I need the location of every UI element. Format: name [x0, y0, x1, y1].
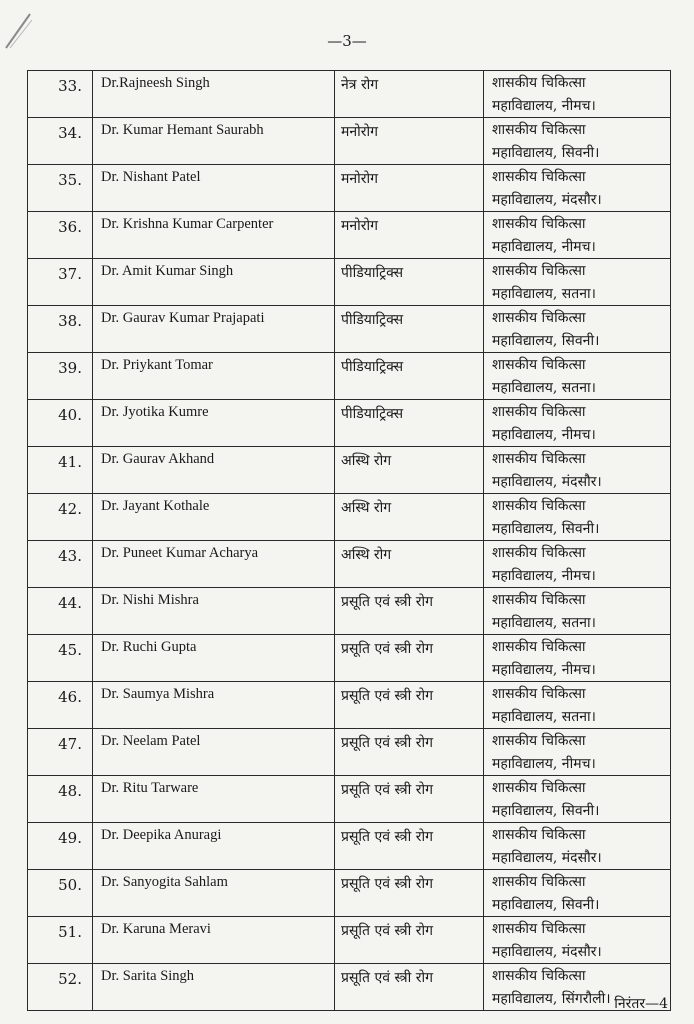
serial-number: 40.	[58, 406, 82, 424]
name-cell	[93, 259, 335, 306]
doctor-name: Dr. Nishi Mishra	[101, 592, 199, 608]
name-cell	[93, 776, 335, 823]
table-row	[28, 776, 671, 823]
institution-cell	[484, 212, 671, 259]
doctor-name: Dr. Ritu Tarware	[101, 780, 199, 796]
department-cell	[335, 212, 484, 259]
name-cell	[93, 306, 335, 353]
department: मनोरोग	[341, 171, 379, 187]
table-row	[28, 400, 671, 447]
serial-number-cell	[28, 635, 93, 682]
name-cell	[93, 165, 335, 212]
department: मनोरोग	[341, 218, 379, 234]
table-row	[28, 259, 671, 306]
serial-number-cell	[28, 541, 93, 588]
name-cell	[93, 353, 335, 400]
department: प्रसूति एवं स्त्री रोग	[341, 829, 433, 845]
serial-number-cell	[28, 729, 93, 776]
institution-line-2: महाविद्यालय, नीमच।	[492, 239, 596, 255]
table-row	[28, 870, 671, 917]
serial-number-cell	[28, 353, 93, 400]
serial-number: 49.	[58, 829, 82, 847]
serial-number: 35.	[58, 171, 82, 189]
doctor-name: Dr. Amit Kumar Singh	[101, 263, 234, 279]
institution-line-1: शासकीय चिकित्सा	[492, 780, 586, 796]
serial-number-cell	[28, 964, 93, 1011]
institution-line-1: शासकीय चिकित्सा	[492, 451, 586, 467]
table-row	[28, 729, 671, 776]
department-cell	[335, 165, 484, 212]
institution-cell	[484, 259, 671, 306]
serial-number: 43.	[58, 547, 82, 565]
institution-line-2: महाविद्यालय, सतना।	[492, 380, 596, 396]
table-row	[28, 165, 671, 212]
department: प्रसूति एवं स्त्री रोग	[341, 970, 433, 986]
serial-number-cell	[28, 823, 93, 870]
institution-line-1: शासकीय चिकित्सा	[492, 592, 586, 608]
continuation-note: निरंतर—4	[614, 996, 668, 1012]
table-row	[28, 212, 671, 259]
institution-line-1: शासकीय चिकित्सा	[492, 122, 586, 138]
institution-line-2: महाविद्यालय, मंदसौर।	[492, 944, 602, 960]
name-cell	[93, 870, 335, 917]
institution-cell	[484, 682, 671, 729]
name-cell	[93, 964, 335, 1011]
serial-number-cell	[28, 917, 93, 964]
institution-line-1: शासकीय चिकित्सा	[492, 686, 586, 702]
doctor-name: Dr. Neelam Patel	[101, 733, 201, 749]
doctor-name: Dr. Krishna Kumar Carpenter	[101, 216, 274, 232]
serial-number-cell	[28, 306, 93, 353]
serial-number: 44.	[58, 594, 82, 612]
table-row	[28, 588, 671, 635]
doctor-name: Dr. Puneet Kumar Acharya	[101, 545, 259, 561]
department-cell	[335, 682, 484, 729]
name-cell	[93, 118, 335, 165]
officer-table	[27, 70, 671, 1011]
table-row	[28, 353, 671, 400]
name-cell	[93, 917, 335, 964]
department: प्रसूति एवं स्त्री रोग	[341, 876, 433, 892]
institution-line-1: शासकीय चिकित्सा	[492, 357, 586, 373]
department-cell	[335, 71, 484, 118]
serial-number-cell	[28, 682, 93, 729]
table-row	[28, 635, 671, 682]
serial-number: 51.	[58, 923, 82, 941]
department-cell	[335, 917, 484, 964]
institution-line-2: महाविद्यालय, मंदसौर।	[492, 474, 602, 490]
institution-line-2: महाविद्यालय, सिवनी।	[492, 145, 600, 161]
department: अस्थि रोग	[341, 453, 392, 469]
serial-number-cell	[28, 259, 93, 306]
institution-line-2: महाविद्यालय, नीमच।	[492, 427, 596, 443]
institution-cell	[484, 823, 671, 870]
doctor-name: Dr. Kumar Hemant Saurabh	[101, 122, 264, 138]
name-cell	[93, 823, 335, 870]
department: प्रसूति एवं स्त्री रोग	[341, 782, 433, 798]
institution-line-1: शासकीय चिकित्सा	[492, 827, 586, 843]
serial-number-cell	[28, 494, 93, 541]
department: अस्थि रोग	[341, 547, 392, 563]
department: अस्थि रोग	[341, 500, 392, 516]
doctor-name: Dr. Priykant Tomar	[101, 357, 213, 373]
doctor-name: Dr. Karuna Meravi	[101, 921, 211, 937]
department: पीडियाट्रिक्स	[341, 406, 404, 422]
institution-cell	[484, 776, 671, 823]
institution-line-1: शासकीय चिकित्सा	[492, 216, 586, 232]
institution-cell	[484, 870, 671, 917]
name-cell	[93, 729, 335, 776]
department-cell	[335, 541, 484, 588]
serial-number-cell	[28, 118, 93, 165]
institution-line-1: शासकीय चिकित्सा	[492, 404, 586, 420]
institution-line-2: महाविद्यालय, नीमच।	[492, 98, 596, 114]
table-row	[28, 823, 671, 870]
table-row	[28, 541, 671, 588]
serial-number-cell	[28, 400, 93, 447]
table-row	[28, 494, 671, 541]
doctor-name: Dr. Deepika Anuragi	[101, 827, 222, 843]
serial-number-cell	[28, 588, 93, 635]
table-row	[28, 118, 671, 165]
institution-line-1: शासकीय चिकित्सा	[492, 921, 586, 937]
table-row	[28, 682, 671, 729]
name-cell	[93, 71, 335, 118]
institution-line-2: महाविद्यालय, सतना।	[492, 286, 596, 302]
institution-cell	[484, 165, 671, 212]
institution-cell	[484, 118, 671, 165]
table-row	[28, 306, 671, 353]
institution-line-1: शासकीय चिकित्सा	[492, 733, 586, 749]
doctor-name: Dr. Saumya Mishra	[101, 686, 215, 702]
institution-cell	[484, 635, 671, 682]
page-number: —3—	[327, 32, 367, 50]
institution-line-1: शासकीय चिकित्सा	[492, 874, 586, 890]
doctor-name: Dr. Sarita Singh	[101, 968, 195, 984]
name-cell	[93, 635, 335, 682]
serial-number-cell	[28, 776, 93, 823]
institution-line-1: शासकीय चिकित्सा	[492, 310, 586, 326]
department-cell	[335, 306, 484, 353]
institution-line-1: शासकीय चिकित्सा	[492, 263, 586, 279]
department: प्रसूति एवं स्त्री रोग	[341, 923, 433, 939]
name-cell	[93, 447, 335, 494]
doctor-name: Dr. Jyotika Kumre	[101, 404, 209, 420]
officer-table-body	[28, 71, 671, 1011]
department-cell	[335, 588, 484, 635]
serial-number-cell	[28, 447, 93, 494]
institution-line-1: शासकीय चिकित्सा	[492, 169, 586, 185]
department-cell	[335, 964, 484, 1011]
doctor-name: Dr. Sanyogita Sahlam	[101, 874, 228, 890]
serial-number: 48.	[58, 782, 82, 800]
name-cell	[93, 494, 335, 541]
serial-number: 39.	[58, 359, 82, 377]
institution-line-2: महाविद्यालय, सिवनी।	[492, 803, 600, 819]
department: मनोरोग	[341, 124, 379, 140]
institution-cell	[484, 917, 671, 964]
department: पीडियाट्रिक्स	[341, 359, 404, 375]
institution-cell	[484, 588, 671, 635]
institution-cell	[484, 71, 671, 118]
name-cell	[93, 400, 335, 447]
serial-number: 37.	[58, 265, 82, 283]
name-cell	[93, 588, 335, 635]
table-row	[28, 964, 671, 1011]
serial-number: 50.	[58, 876, 82, 894]
serial-number: 34.	[58, 124, 82, 142]
institution-line-1: शासकीय चिकित्सा	[492, 639, 586, 655]
institution-line-1: शासकीय चिकित्सा	[492, 968, 586, 984]
institution-line-2: महाविद्यालय, मंदसौर।	[492, 192, 602, 208]
name-cell	[93, 212, 335, 259]
serial-number: 46.	[58, 688, 82, 706]
name-cell	[93, 541, 335, 588]
doctor-name: Dr. Nishant Patel	[101, 169, 201, 185]
institution-line-2: महाविद्यालय, सिवनी।	[492, 333, 600, 349]
serial-number: 52.	[58, 970, 82, 988]
department-cell	[335, 635, 484, 682]
institution-line-2: महाविद्यालय, सतना।	[492, 615, 596, 631]
serial-number: 47.	[58, 735, 82, 753]
institution-line-2: महाविद्यालय, सिंगरौली।	[492, 991, 611, 1007]
doctor-name: Dr. Gaurav Akhand	[101, 451, 215, 467]
institution-line-2: महाविद्यालय, नीमच।	[492, 756, 596, 772]
serial-number: 41.	[58, 453, 82, 471]
department-cell	[335, 494, 484, 541]
institution-line-1: शासकीय चिकित्सा	[492, 545, 586, 561]
institution-cell	[484, 306, 671, 353]
department-cell	[335, 118, 484, 165]
department: पीडियाट्रिक्स	[341, 312, 404, 328]
serial-number: 42.	[58, 500, 82, 518]
institution-line-2: महाविद्यालय, नीमच।	[492, 568, 596, 584]
department-cell	[335, 447, 484, 494]
institution-line-2: महाविद्यालय, मंदसौर।	[492, 850, 602, 866]
table-row	[28, 917, 671, 964]
department: प्रसूति एवं स्त्री रोग	[341, 735, 433, 751]
serial-number-cell	[28, 165, 93, 212]
serial-number: 38.	[58, 312, 82, 330]
institution-cell	[484, 541, 671, 588]
institution-line-2: महाविद्यालय, सिवनी।	[492, 897, 600, 913]
department: पीडियाट्रिक्स	[341, 265, 404, 281]
doctor-name: Dr.Rajneesh Singh	[101, 75, 210, 91]
institution-cell	[484, 353, 671, 400]
institution-line-2: महाविद्यालय, नीमच।	[492, 662, 596, 678]
serial-number: 33.	[58, 77, 82, 95]
serial-number-cell	[28, 71, 93, 118]
serial-number-cell	[28, 212, 93, 259]
table-row	[28, 447, 671, 494]
institution-cell	[484, 729, 671, 776]
doctor-name: Dr. Jayant Kothale	[101, 498, 210, 514]
institution-line-1: शासकीय चिकित्सा	[492, 75, 586, 91]
department: प्रसूति एवं स्त्री रोग	[341, 594, 433, 610]
institution-line-1: शासकीय चिकित्सा	[492, 498, 586, 514]
department-cell	[335, 729, 484, 776]
serial-number: 36.	[58, 218, 82, 236]
department-cell	[335, 259, 484, 306]
name-cell	[93, 682, 335, 729]
department-cell	[335, 870, 484, 917]
department: नेत्र रोग	[341, 77, 379, 93]
department-cell	[335, 353, 484, 400]
department-cell	[335, 823, 484, 870]
institution-cell	[484, 494, 671, 541]
doctor-name: Dr. Gaurav Kumar Prajapati	[101, 310, 265, 326]
serial-number-cell	[28, 870, 93, 917]
department: प्रसूति एवं स्त्री रोग	[341, 688, 433, 704]
serial-number: 45.	[58, 641, 82, 659]
table-row	[28, 71, 671, 118]
department-cell	[335, 400, 484, 447]
institution-line-2: महाविद्यालय, सतना।	[492, 709, 596, 725]
department-cell	[335, 776, 484, 823]
institution-line-2: महाविद्यालय, सिवनी।	[492, 521, 600, 537]
doctor-name: Dr. Ruchi Gupta	[101, 639, 197, 655]
department: प्रसूति एवं स्त्री रोग	[341, 641, 433, 657]
institution-cell	[484, 400, 671, 447]
institution-cell	[484, 447, 671, 494]
